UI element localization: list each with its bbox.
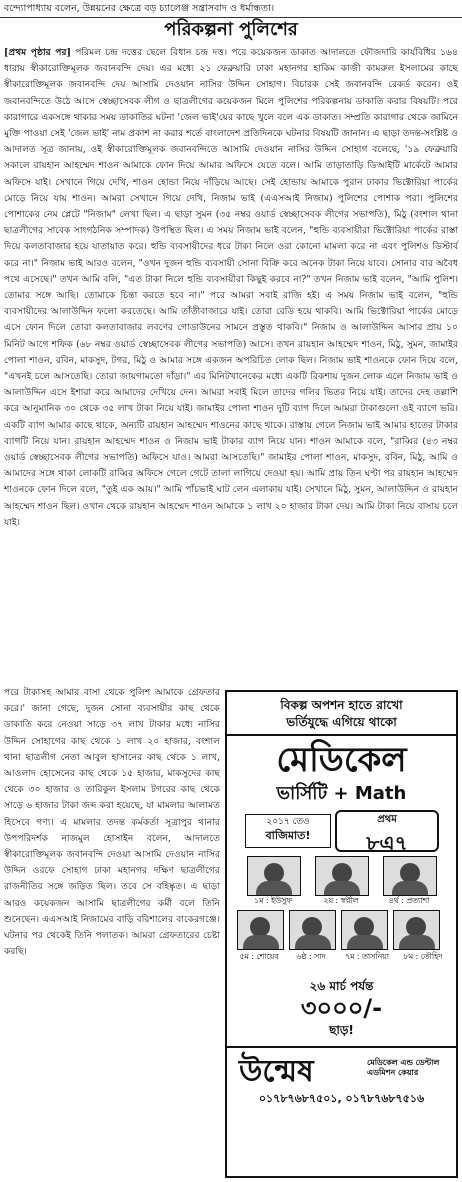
column-text: পরে টাকাসহ আমার বাসা থেকে পুলিশ আমাকে গ্রেফতার করে।' জানা গেছে, দুজন সোনা ব্যবসায়ীর কাছ থেকে ডাকাতি করে নেওয়া সাড়ে ৩৭ লাখ টাকার মধ্যে নাসির উদ্দিন সোহাগের কাছ থেকে ১ লাখ ২০ হাজার, বংশাল থানা ছাত্রলীগ নেতা আবুল হাসানের কাছ থেকে ১ লাখ, আওলাদ হোসেনের কাছ থেকে ১৫ হাজার, মাকসুদের কাছ থেকে ৩০ হাজার ও তারিকুল ইসলাম টগরের কাছ থেকে সাড়ে ৬ হাজার টাকা জব্দ করা হয়েছে, যা মামলার আলামত হিসেবে গণ্য। এ মামলার তদন্ত কর্মকর্তা সূত্রাপুর থানার উপপরিদর্শক নাজমুল হোসাইন বলেন, আদালতে স্বীকারোক্তিমূলক জবানবন্দি দেওয়া আসামি দেওয়ান নাসির উদ্দিন ওরফে সোহাগ ঢাকা মহানগর দক্ষিণ ছাত্রলীগের রাজনীতির সঙ্গে জড়িত ছিল। তবে সে বহিষ্কৃত। এ ছাড়া আরও কয়েকজন আসামি ছাত্রলীগের কর্মী বলে তিনি শুনেছেন। এএসআই নিজামের বাড়ি বরিশালের বাকেরগঞ্জে। ঘটনার পর থেকেই তিনি পলাতক। আমরা গ্রেফতারের চেষ্টা করছি। bbox=[4, 687, 220, 958]
ad-win: বাজিমাত! bbox=[265, 829, 311, 842]
student-caption: ৪র্থ : প্রত্যাশা bbox=[388, 896, 430, 905]
ad-offer bbox=[227, 978, 456, 1037]
ad-header bbox=[227, 692, 456, 736]
previous-article-closing: বন্দ্যোপাধ্যায় বলেন, উন্নয়নের ক্ষেত্রে বড় চ্যালেঞ্জ সন্ত্রাসবাদ ও ধর্মান্ধতা। bbox=[4, 3, 275, 14]
ad-offer-date: ২৬ মার্চ পর্যন্ত bbox=[309, 979, 374, 993]
ad-photos bbox=[237, 856, 446, 952]
student-photo bbox=[315, 856, 369, 896]
article-paragraph bbox=[4, 45, 458, 531]
ad-offer-amount: ৩০০০/- bbox=[300, 994, 383, 1022]
ad-year-box bbox=[245, 814, 331, 848]
ad-brand-name: উন্মেষ bbox=[239, 1054, 314, 1089]
student-caption: ২য় : স্বপ্নীল bbox=[323, 896, 359, 905]
student-photo bbox=[247, 856, 301, 896]
student-photo bbox=[289, 910, 336, 950]
student-photo bbox=[383, 856, 437, 896]
ad-rank-number: ৮এ৭ bbox=[366, 831, 408, 855]
ad-varsity-math: ভার্সিটি + Math bbox=[276, 783, 407, 804]
ad-year: ২০১৭ তেও bbox=[266, 817, 310, 827]
ad-medical-title: মেডিকেল bbox=[276, 740, 407, 780]
article-headline: পরিকল্পনা পুলিশের bbox=[164, 19, 298, 40]
divider bbox=[0, 17, 462, 18]
student-caption: ৮ম : তৌহিদ bbox=[403, 952, 443, 961]
student-photo bbox=[393, 910, 440, 950]
continuation-marker: [প্রথম পৃষ্ঠার পর] bbox=[4, 47, 71, 58]
student-caption: ৭ম : তাসনিয়া bbox=[345, 952, 389, 961]
ad-offer-discount: ছাড়! bbox=[329, 1023, 354, 1037]
ad-rank-badge bbox=[335, 810, 439, 855]
advertisement[interactable] bbox=[225, 690, 458, 1178]
ad-brand bbox=[227, 1046, 456, 1092]
student-photo bbox=[237, 910, 284, 950]
article-text: পরিমল চন্দ্র দত্তের ছেলে বিধান চন্দ্র দত্ত। পরে কয়েকজন ডাকাত আদালতে ফৌজদারি কার্যবিধির ১৬৪ ধারায় স্বীকারোক্তিমূলক জবানবন্দি দেয়। এর মধ্যে ২১ ফেব্রুয়ারি ঢাকা মহানগর হাকিম কাজী কামরুল ইসলামের কাছে স্বীকারোক্তিমূলক জবানবন্দি দেয় আসামি দেওয়ান নাসির উদ্দিন সোহাগ। বিচারক সেই জবানবন্দি রেকর্ড করেন। ওই জবানবন্দিতে উঠে আসে স্বেচ্ছাসেবক লীগ ও ছাত্রলীগের কয়েকজন মিলে পুলিশের পরিকল্পনায় ডাকাতি করার বিষয়টি। পরে কারাগারে একসঙ্গে থাকার সময় ডাকাতির ঘটনা 'জেল ভাই'য়ের কাছে খুলে বলে এক ডাকাত। সম্প্রতি কারাগার থেকে জামিনে মুক্তি পাওয়া সেই 'জেল ভাই' নাম প্রকাশ না করার শর্তে বাংলাদেশ প্রতিদিনকে ঘটনার বিষয়টি জানান। এ ছাড়া তদন্ত-সংশ্লিষ্ট ও আদালত সূত্র জানায়, ওই স্বীকারোক্তিমূলক জবানবন্দিতে আসামি দেওয়ান নাসির উদ্দিন সোহাগ বলেছে, '১৯ ফেব্রুয়ারি সকালে রায়হান আহম্মেদ শাওন আমাকে ফোন দিয়ে আমার অফিসে যেতে বলে। আমি তাড়াতাড়ি ডিআইটি মার্কেটে আমার অফিসে যাই। সেখানে গিয়ে দেখি, শাওন হোন্ডা নিয়ে দাঁড়িয়ে আছে। সেই হোন্ডায় আমাকে পুরান ঢাকার ভিক্টোরিয়া পার্কের মোড়ে নিয়ে যায় শাওন। আমরা সেখানে গিয়ে দেখি, নিজাম ভাই (এএসআই নিজাম) পুলিশের পোশাক পরা। পুলিশের পোশাকের নেম প্লেটে "নিজাম" লেখা ছিল। এ ছাড়া সুমন (৩৫ নম্বর ওয়ার্ড স্বেচ্ছাসেবক লীগের সভাপতি), মিঠু (বংশাল থানা ছাত্রলীগের সাবেক সাংগঠনিক সম্পাদক) উপস্থিত ছিল। এ সময় নিজাম ভাই বলেন, "হুন্ডি ব্যবসায়ীরা ভিক্টোরিয়া পার্কের রাস্তা দিয়ে কলতাবাজার হয়ে যাতায়াত করে। হুন্ডি ব্যবসায়ীদের ধরে টাকা নিলে ওরা কোনো মামলা করে না এবং পুলিশও ডিস্টার্ব করে না।" নিজাম ভাই আরও বলেন, "ওখন দুজন হুন্ডি ব্যবসায়ী সোনা বিক্রি করে অনেক টাকা নিয়ে যাবে। সোনার বার অবৈধ পথে এসেছে।" তখন আমি বলি, "এত টাকা নিলে হুন্ডি ব্যবসায়ীরা কিছুই করবে না?" তখন নিজাম ভাই বলেন, "আমি পুলিশ। তোমার সঙ্গে আছি। তোমাকে চিন্তা করতে হবে না।" পরে আমরা সবাই রাজি হই। এ সময় নিজাম ভাই বলেন, "হুন্ডি ব্যবসায়ীদের আলাউদ্দিন ফলো করতেছে। আমি তাঁতীবাজারে যাই। তোরা রেডি হয়ে থাকবি। আমি ভিক্টোরিয়া পার্কের মোড়ে এসে ফোন দিলে তোরা কলতাবাজার লবণের গোডাউনের সামনে প্রস্তুত থাকবি।" নিজাম ও আলাউদ্দিন আসার প্রায় ১০ মিনিট আগে শফিক (৬৮ নম্বর ওয়ার্ড স্বেচ্ছাসেবক লীগের সভাপতি) আসে। তখন রায়হান আহম্মেদ শাওন, মিঠু, সুমন, জামাইর পোলা শাওন, রবিন, মাকসুদ, টগর, মিঠু ও আমার সঙ্গে একজন অপরিচিত লোক ছিল। নিজাম ভাই শাওনকে ফোন দিয়ে বলে, "এখনই চলে আসতেছি। তোরা জায়গামতো দাঁড়া।" এর মিনিটখানেকের মধ্যে একটি রিকশায় দুজন লোক এলে নিজাম ভাই ও আলাউদ্দিন এসে ইশারা করে আমাদের দেখিয়ে দেন। আমরা সবাই মিলে তাদের গলির ভিতর নিয়ে যাই। তাদের দেহ তল্লাশি করে আনুমানিক ৩০ থেকে ৩৫ লাখ টাকা নিয়ে যাই। জামাইর পোলা শাওন দুটি ব্যাগ দিলে আমরা টাকাগুলো ওই ব্যাগে ভরি। একটি ব্যাগ আমার কাছে থাকে, অন্যটি রায়হান আহম্মেদ শাওনের কাছে থাকে। রাস্তায় গেলে নিজাম ভাই আমার হাতের টাকার ব্যাগটি নিয়ে যান। রায়হান আহম্মেদ শাওন ও নিজাম ভাই টাকার ব্যাগ নিয়ে যান। শাওন আমাকে বলে, "রাব্বির (৪৩ নম্বর ওয়ার্ড স্বেচ্ছাসেবক লীগের সভাপতি) অফিসে যাও। আমরা আসতেছি।" জামাইর পোলা শাওন, মাকসুদ, রবিন, মিঠু, আমি ও আমাদের সঙ্গে থাকা লোকটি রাব্বির অফিসে গেলে গেটে তালা লাগিয়ে দেওয়া হয়। আমি প্রায় তিন ঘণ্টা পর রায়হান আহম্মেদ শাওনকে ফোন দিলে বলে, "তুই এক আয়।" আমি পাঁচভাই ঘাট লেন এলাকায় যাই। সেখানে মিঠু, সুমন, আলাউদ্দিন ও রায়হান আহম্মেদ শাওন ছিল। ওখান থেকে রায়হান আহম্মেদ শাওন আমাকে ১ লাখ ২০ হাজার টাকা দেয়। আমি টাকা নিয়ে বাসায় চলে যাই। bbox=[4, 47, 458, 528]
ad-header-line-1: বিকল্প অপশন হাতে রাখো bbox=[280, 698, 403, 712]
article-column-left bbox=[4, 685, 220, 960]
ad-brand-subtitle: মেডিকেল এন্ড ডেন্টাল এডমিশন কেয়ার bbox=[367, 1058, 440, 1077]
ad-phone[interactable]: ০১৭৮৭৬৮৭৫০১, ০১৭৮৭৬৮৭৫১৬ bbox=[258, 1092, 425, 1105]
article-body bbox=[4, 45, 458, 531]
student-caption: ৫ম : শোয়েব bbox=[239, 952, 279, 961]
student-caption: ৬ষ্ঠ : সাদ bbox=[296, 952, 326, 961]
student-caption: ১ম : ইউসুফ bbox=[254, 896, 292, 905]
student-photo bbox=[341, 910, 388, 950]
ad-header-line-2: ভর্তিযুদ্ধে এগিয়ে থাকো bbox=[286, 715, 397, 729]
ad-rank-label: প্রথম bbox=[377, 814, 397, 825]
